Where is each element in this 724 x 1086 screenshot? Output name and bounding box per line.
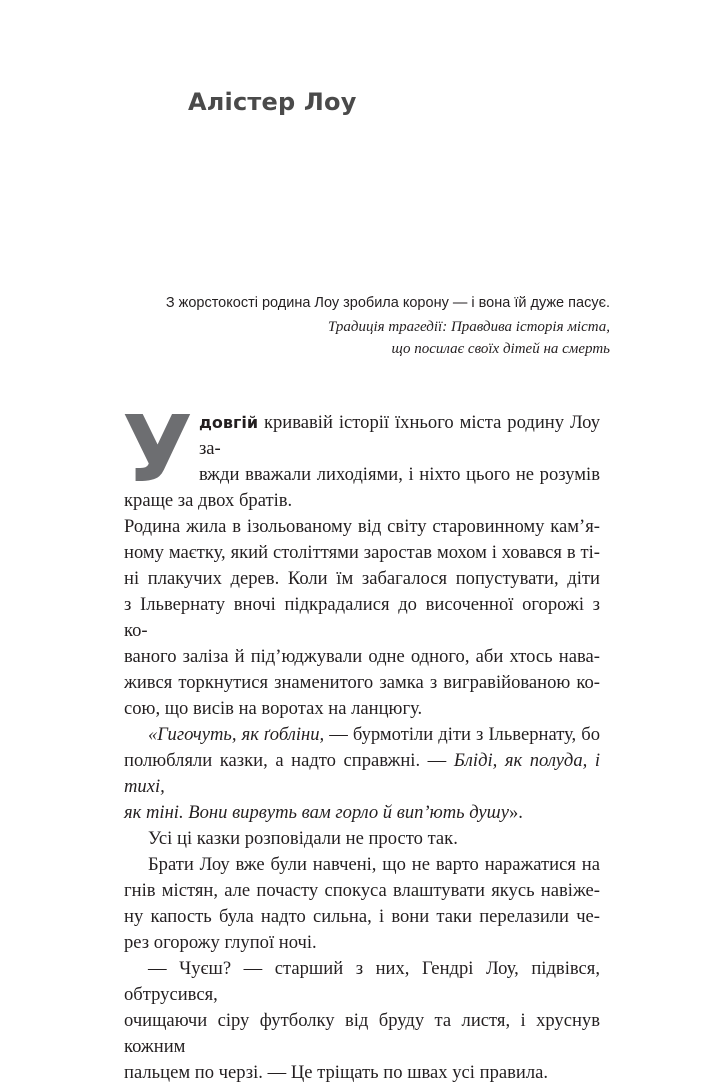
- paragraph: [124, 514, 600, 722]
- text-line: ні плакучих дерев. Коли їм забагалося попустувати, діти: [124, 568, 600, 589]
- drop-cap: У: [122, 396, 193, 503]
- text-line: сою, що висів на воротах на ланцюгу.: [124, 698, 423, 719]
- text-line: вжди вважали лиходіями, і ніхто цього не розумів: [198, 464, 600, 485]
- text-line: Родина жила в ізольованому від світу старовинному кам’я-: [124, 516, 600, 537]
- text-line: рез огорожу глупої ночі.: [124, 932, 317, 953]
- text-line: [124, 410, 600, 462]
- text-line: ваного заліза й під’юджували одне одного, аби хтось нава-: [124, 646, 600, 667]
- paragraph: [124, 852, 600, 956]
- text-fragment: кривавій історії їхнього міста родину Лоу за-: [198, 412, 600, 459]
- chapter-title: Алістер Лоу: [188, 88, 357, 116]
- lead-word: довгій: [198, 413, 259, 432]
- chapter-body: [122, 396, 601, 1086]
- epigraph-source: [150, 316, 610, 360]
- text-fragment: полюбляли казки, а надто справжні. —: [124, 750, 447, 771]
- text-line: [124, 722, 600, 748]
- text-line: ному маєтку, який століттями заростав мохом і ховався в ті-: [124, 542, 600, 563]
- epigraph-quote: З жорстокості родина Лоу зробила корону — і вона їй дуже пасує.: [165, 295, 610, 311]
- italic-fragment: як тіні. Вони вирвуть вам горло й вип’ють душу: [124, 802, 509, 823]
- text-fragment: ».: [508, 802, 523, 823]
- text-line: — Чуєш? — старший з них, Гендрі Лоу, підвівся, обтрусився,: [124, 958, 600, 1005]
- text-fragment: — бурмотіли діти з Ільвернату, бо: [324, 724, 600, 745]
- text-line: [124, 748, 600, 800]
- paragraph: [124, 722, 600, 826]
- text-line: [124, 800, 600, 826]
- text-line: жився торкнутися знаменитого замка з вигравійованою ко-: [124, 672, 600, 693]
- text-line: краще за двох братів.: [124, 490, 293, 511]
- italic-fragment: Блідi, як полуда, і тихі,: [124, 750, 601, 797]
- text-line: Усі ці казки розповідали не просто так.: [148, 828, 458, 849]
- text-line: Брати Лоу вже були навчені, що не варто наражатися на: [148, 854, 600, 875]
- paragraph: [124, 826, 600, 852]
- epigraph-source-line-2: що посилає своїх дітей на смерть: [391, 341, 610, 357]
- epigraph-source-line-1: Традиція трагедії: Правдива історія міста,: [327, 319, 610, 335]
- paragraph-opening: [122, 396, 600, 514]
- italic-fragment: «Гигочуть, як ґобліни,: [148, 724, 325, 745]
- text-line: очищаючи сіру футболку від бруду та листя, і хруснув кожним: [124, 1010, 600, 1057]
- text-line: пальцем по черзі. — Це тріщать по швах усі правила.: [124, 1062, 549, 1083]
- paragraph: [124, 956, 600, 1086]
- epigraph: [150, 292, 610, 360]
- text-line: ну капость була надто сильна, і вони таки перелазили че-: [124, 906, 600, 927]
- text-line: з Ільвернату вночі підкрадалися до височенної огорожі з ко-: [124, 594, 600, 641]
- text-line: гнів містян, але почасту спокуса влаштувати якусь навіже-: [124, 880, 600, 901]
